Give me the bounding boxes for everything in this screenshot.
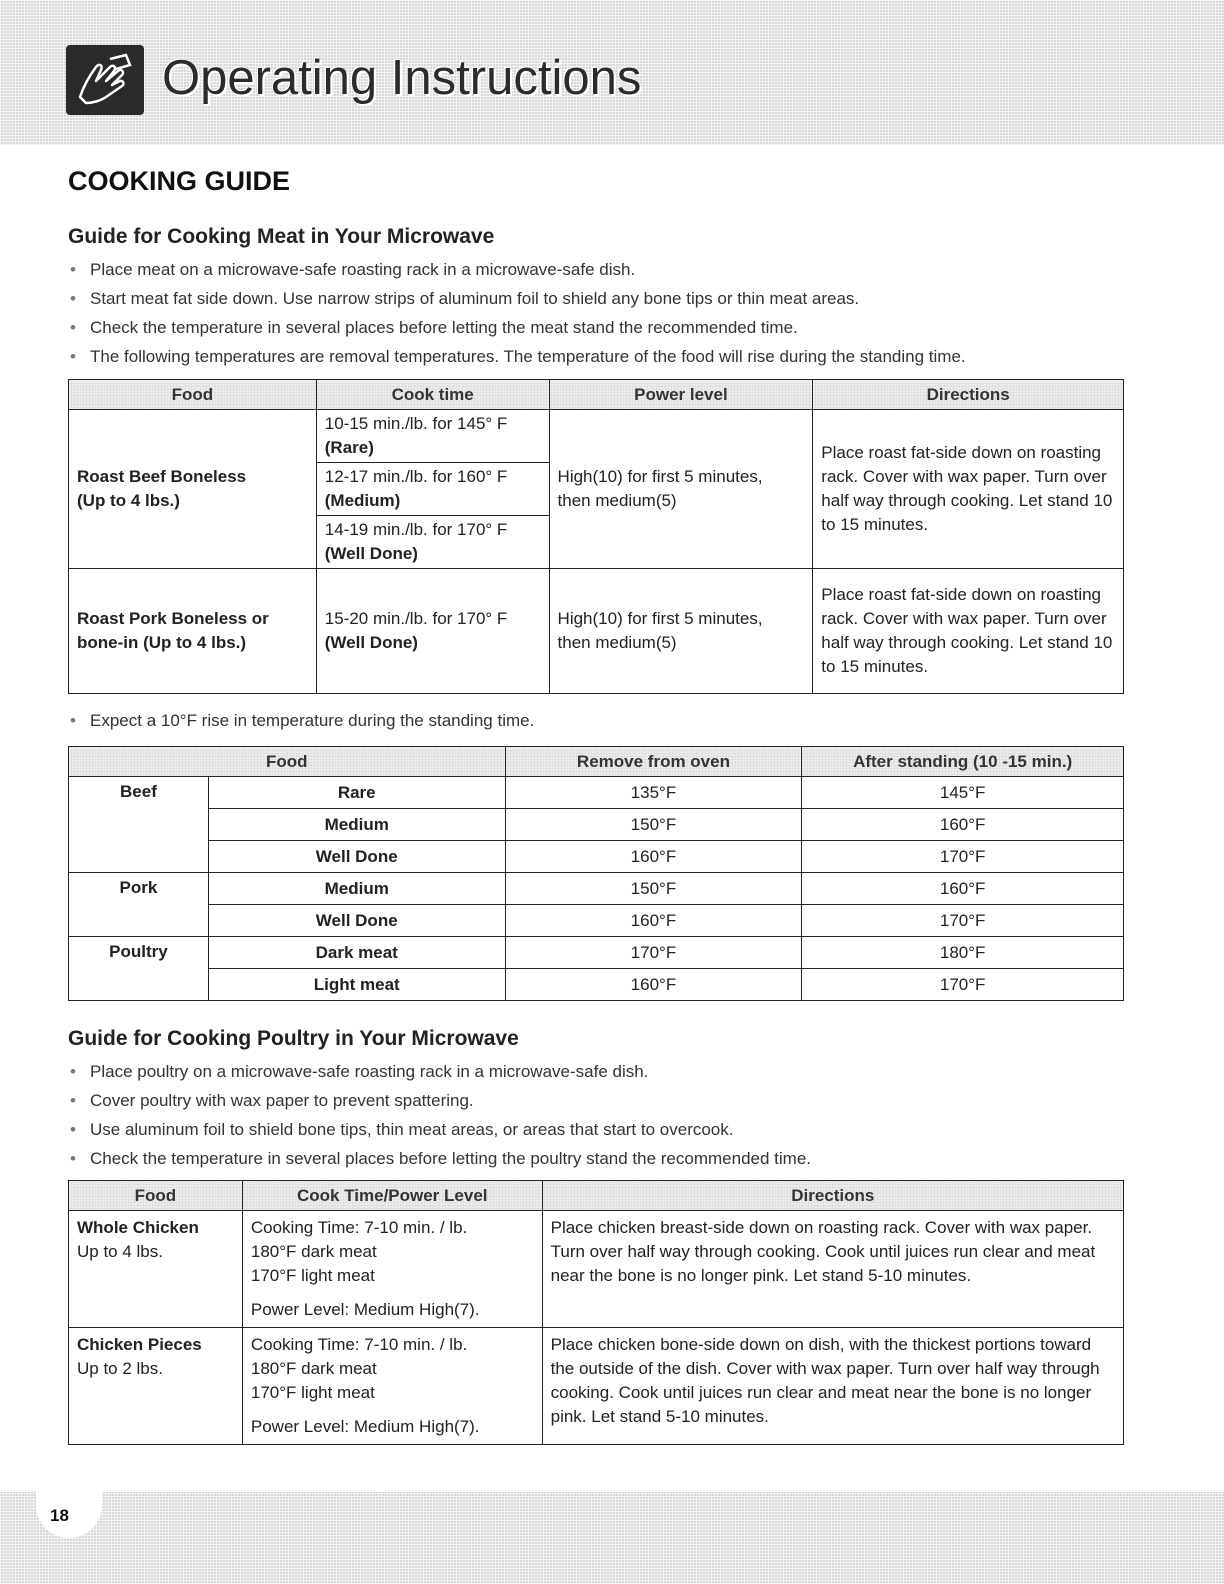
table-header-row [69,1181,1124,1211]
meat-guide-heading: Guide for Cooking Meat in Your Microwave [68,225,495,248]
table-row [69,969,1124,1001]
poultry-guide-bullets [68,1057,811,1173]
column-header: Food [69,747,506,777]
list-item: • Cover poultry with wax paper to prevent spattering. [68,1086,811,1115]
cook-time-cell [316,516,549,569]
list-item: • Check the temperature in several places before letting the poultry stand the recommended time. [68,1144,811,1173]
column-header: Food [69,1181,243,1211]
remove-temp-cell: 135°F [505,777,802,809]
remove-temp-cell: 150°F [505,809,802,841]
footer-band [0,1492,1224,1584]
table-row [69,905,1124,937]
poultry-cooking-table [68,1180,1124,1445]
remove-temp-cell: 160°F [505,905,802,937]
doneness-cell: Medium [208,873,505,905]
dark-meat-temp: 180°F dark meat [250,1242,377,1261]
list-item: • The following temperatures are removal temperatures. The temperature of the food will rise during the standing time. [68,342,966,371]
table-row [69,873,1124,905]
food-cell [69,1211,243,1328]
list-item: • Start meat fat side down. Use narrow strips of aluminum foil to shield any bone tips or thin meat areas. [68,284,966,313]
remove-temp-cell: 160°F [505,841,802,873]
food-weight: bone-in (Up to 4 lbs.) [77,633,247,652]
list-item: • Check the temperature in several places before letting the meat stand the recommended time. [68,313,966,342]
note-text: Expect a 10°F rise in temperature during the standing time. [90,711,535,730]
directions-cell: Place chicken breast-side down on roasting rack. Cover with wax paper. Turn over half way through cooking. Cook until juices run clear and meat near the bone is no longer pink. Let stand 5-10 minutes. [542,1211,1123,1328]
food-weight: (Up to 4 lbs.) [77,491,180,510]
table-row [69,1328,1124,1445]
after-standing-cell: 145°F [802,777,1124,809]
doneness-cell: Well Done [208,841,505,873]
after-standing-cell: 170°F [802,841,1124,873]
power-level-cell [549,569,813,694]
after-standing-cell: 170°F [802,969,1124,1001]
directions-cell: Place roast fat-side down on roasting rack. Cover with wax paper. Turn over half way through cooking. Let stand 10 to 15 minutes. [813,410,1124,569]
power-level-text: Power Level: Medium High(7). [250,1300,480,1319]
doneness-text: (Rare) [324,438,374,457]
list-item: • Place meat on a microwave-safe roasting rack in a microwave-safe dish. [68,255,966,284]
after-standing-cell: 160°F [802,809,1124,841]
power-level-text: Power Level: Medium High(7). [250,1417,480,1436]
column-header: Food [69,380,317,410]
section-title: COOKING GUIDE [68,166,291,196]
meat-cell: Beef [69,777,209,873]
food-cell [69,410,317,569]
dark-meat-temp: 180°F dark meat [250,1359,377,1378]
table-row [69,1211,1124,1328]
column-header: Remove from oven [505,747,802,777]
list-item: • Use aluminum foil to shield bone tips, thin meat areas, or areas that start to overcook. [68,1115,811,1144]
power-text: then medium(5) [557,491,677,510]
column-header: Directions [813,380,1124,410]
poultry-guide-heading: Guide for Cooking Poultry in Your Microwave [68,1027,519,1050]
after-standing-cell: 180°F [802,937,1124,969]
cook-time-cell [316,569,549,694]
doneness-cell: Light meat [208,969,505,1001]
table-row [69,569,1124,694]
column-header: Power level [549,380,813,410]
cook-time-text: 15-20 min./lb. for 170° F [324,609,508,628]
power-text: High(10) for first 5 minutes, [557,467,763,486]
doneness-text: (Well Done) [324,633,418,652]
doneness-cell: Medium [208,809,505,841]
temperature-rise-note [68,711,534,731]
column-header: Cook time [316,380,549,410]
doneness-cell: Rare [208,777,505,809]
doneness-cell: Dark meat [208,937,505,969]
column-header: After standing (10 -15 min.) [802,747,1124,777]
after-standing-cell: 160°F [802,873,1124,905]
table-row [69,937,1124,969]
cook-time-cell [316,410,549,463]
food-cell [69,1328,243,1445]
page-header-title: Operating Instructions [162,51,642,105]
table-row [69,410,1124,463]
doneness-text: (Medium) [324,491,401,510]
table-header-row [69,380,1124,410]
cook-time-text: Cooking Time: 7-10 min. / lb. [250,1218,468,1237]
table-row [69,841,1124,873]
list-item: • Place poultry on a microwave-safe roasting rack in a microwave-safe dish. [68,1057,811,1086]
power-level-cell [549,410,813,569]
hand-touch-icon [66,45,144,115]
column-header: Directions [542,1181,1123,1211]
doneness-cell: Well Done [208,905,505,937]
food-weight: Up to 2 lbs. [77,1359,163,1378]
meat-cell: Poultry [69,937,209,1001]
doneness-text: (Well Done) [324,544,418,563]
light-meat-temp: 170°F light meat [250,1266,375,1285]
cook-time-text: 12-17 min./lb. for 160° F [324,467,508,486]
cook-time-text: Cooking Time: 7-10 min. / lb. [250,1335,468,1354]
page-number: 18 [50,1506,69,1525]
directions-cell: Place chicken bone-side down on dish, with the thickest portions toward the outside of the dish. Cover with wax paper. Turn over half way through cooking. Cook until juices run clear and meat near the bone is no longer pink. Let stand 5-10 minutes. [542,1328,1123,1445]
column-header: Cook Time/Power Level [242,1181,542,1211]
cook-time-text: 10-15 min./lb. for 145° F [324,414,508,433]
directions-cell: Place roast fat-side down on roasting rack. Cover with wax paper. Turn over half way through cooking. Let stand 10 to 15 minutes. [813,569,1124,694]
power-text: High(10) for first 5 minutes, [557,609,763,628]
table-header-row [69,747,1124,777]
meat-cell: Pork [69,873,209,937]
table-row [69,809,1124,841]
food-name: Whole Chicken [77,1218,199,1237]
food-cell [69,569,317,694]
cook-time-cell [316,463,549,516]
remove-temp-cell: 170°F [505,937,802,969]
cook-time-cell [242,1328,542,1445]
after-standing-cell: 170°F [802,905,1124,937]
meat-cooking-table [68,379,1124,694]
temperature-table [68,746,1124,1001]
meat-guide-bullets [68,255,966,371]
table-row [69,777,1124,809]
cook-time-text: 14-19 min./lb. for 170° F [324,520,508,539]
remove-temp-cell: 160°F [505,969,802,1001]
food-weight: Up to 4 lbs. [77,1242,163,1261]
food-name: Roast Beef Boneless [77,467,247,486]
cook-time-cell [242,1211,542,1328]
power-text: then medium(5) [557,633,677,652]
light-meat-temp: 170°F light meat [250,1383,375,1402]
food-name: Roast Pork Boneless or [77,609,269,628]
food-name: Chicken Pieces [77,1335,202,1354]
remove-temp-cell: 150°F [505,873,802,905]
